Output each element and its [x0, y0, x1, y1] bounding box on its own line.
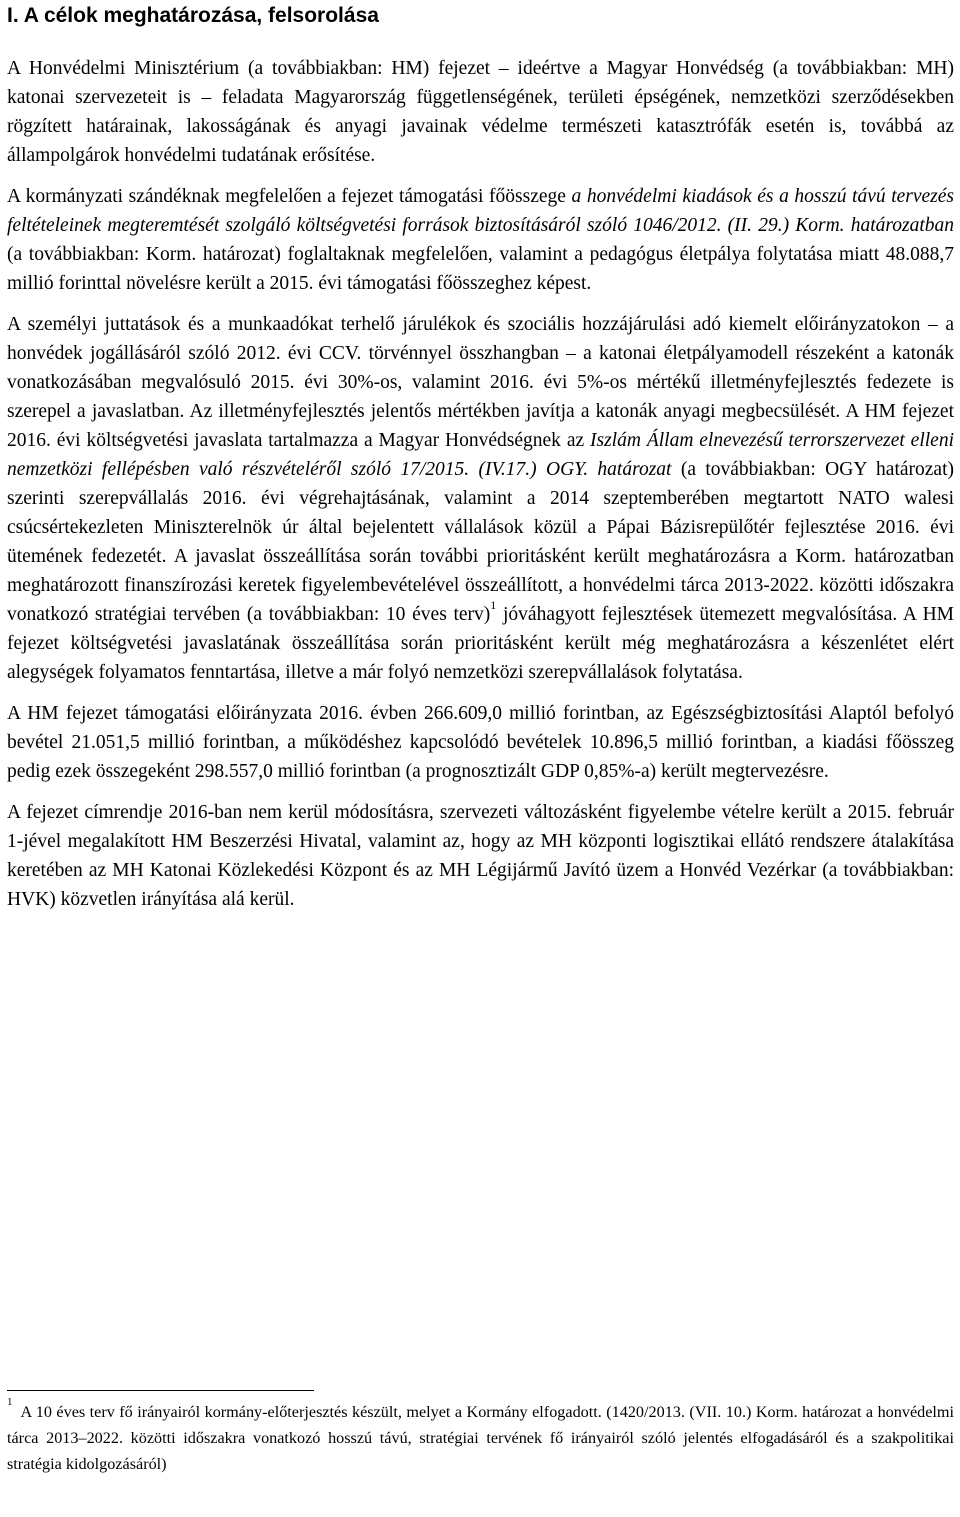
- footnote-reference-1[interactable]: 1: [490, 597, 497, 612]
- paragraph-personnel-text-a: A személyi juttatások és a munkaadókat terhelő járulékok és szociális hozzájárulási adó kiemelt előirányzatokon – a honvédek jogállásáról szóló 2012. évi CCV. törvénnyel összhangban – a katonai életpályamodell részeként a katonák vonatkozásában megvalósuló 2015. évi 30%-os, valamint 2016. évi 5%-os mértékű illetményfejlesztés fedezete is szerepel a javaslatban. Az illetményfejlesztés jelentős mértékben javítja a katonák anyagi megbecsülését. A HM fejezet 2016. évi költségvetési javaslata tartalmazza a Magyar Honvédségnek az: [7, 314, 954, 451]
- paragraph-personnel-priorities: [7, 310, 954, 687]
- footnote-1: [7, 1395, 954, 1477]
- paragraph-budget-increase-text-a: A kormányzati szándéknak megfelelően a fejezet támogatási főösszege: [7, 186, 572, 207]
- footnote-text: A 10 éves terv fő irányairól kormány-előterjesztés készült, melyet a Kormány elfogadott. (1420/2013. (VII. 10.) Korm. határozat a honvédelmi tárca 2013–2022. közötti időszakra vonatkozó hosszú távú, stratégiai tervének fő irányairól szóló jelentés elfogadásáról és a szakpolitikai stratégia kidolgozásáról): [7, 1403, 954, 1473]
- paragraph-organizational-changes: A fejezet címrendje 2016-ban nem kerül módosításra, szervezeti változásként figyelembe vételre került a 2015. február 1-jével megalakított HM Beszerzési Hivatal, valamint az, hogy az MH központi logisztikai ellátó rendszere átalakítása keretében az MH Katonai Közlekedési Központ és az MH Légijármű Javító üzem a Honvéd Vezérkar (a továbbiakban: HVK) közvetlen irányítása alá kerül.: [7, 802, 954, 910]
- paragraph-personnel-text-c: (a továbbiakban: OGY határozat) szerinti szerepvállalás 2016. évi végrehajtásának, valamint a 2014 szeptemberében megtartott NATO walesi csúcsértekezleten Miniszterelnök úr által bejelentett vállalások közül a Pápai Bázisrepülőtér fejlesztése 2016. évi ütemének fedezetét. A javaslat összeállítása során további prioritásként került meghatározásra a Korm. határozatban meghatározott finanszírozási keretek figyelembevételével összeállított, a honvédelmi tárca 2013-2022. közötti időszakra vonatkozó stratégiai tervében (a továbbiakban: 10 éves terv): [7, 459, 954, 625]
- footnote-marker: 1: [7, 1395, 13, 1408]
- footnote-separator: [7, 1390, 314, 1391]
- paragraph-budget-increase: [7, 182, 954, 298]
- section-heading: I. A célok meghatározása, felsorolása: [7, 4, 379, 27]
- paragraph-personnel-text-d: jóváhagyott fejlesztések ütemezett megvalósítása. A HM fejezet költségvetési javaslatának összeállítása során prioritásként került még meghatározásra a készenlétet elért alegységek folyamatos fenntartása, illetve a már folyó nemzetközi szerepvállalások folytatása.: [7, 604, 954, 683]
- paragraph-budget-increase-text-c: (a továbbiakban: Korm. határozat) foglaltaknak megfelelően, valamint a pedagógus életpálya folytatása miatt 48.088,7 millió forinttal növelésre került a 2015. évi támogatási főösszeghez képest.: [7, 244, 954, 294]
- paragraph-mission: A Honvédelmi Minisztérium (a továbbiakban: HM) fejezet – ideértve a Magyar Honvédség (a továbbiakban: MH) katonai szervezeteit is – feladata Magyarország függetlenségének, területi épségének, nemzetközi szerződésekben rögzített határainak, lakosságának és anyagi javainak védelme természeti katasztrófák esetén is, továbbá az állampolgárok honvédelmi tudatának erősítése.: [7, 58, 954, 166]
- footnotes-area: [7, 1390, 954, 1477]
- government-decree-reference: a honvédelmi kiadások és a hosszú távú tervezés feltételeinek megteremtését szolgáló költségvetési források biztosításáról szóló 1046/2012. (II. 29.) Korm. határozatban: [7, 186, 954, 236]
- parliament-resolution-reference: Iszlám Állam elnevezésű terrorszervezet elleni nemzetközi fellépésben való részvételéről szóló 17/2015. (IV.17.) OGY. határozat: [7, 430, 954, 480]
- paragraph-appropriations: A HM fejezet támogatási előirányzata 2016. évben 266.609,0 millió forintban, az Egészségbiztosítási Alaptól befolyó bevétel 21.051,5 millió forintban, a működéshez kapcsolódó bevételek 10.896,5 millió forintban, a kiadási főösszeg pedig ezek összegeként 298.557,0 millió forintban (a prognosztizált GDP 0,85%-a) került megtervezésre.: [7, 703, 954, 782]
- document-page: [7, 0, 954, 926]
